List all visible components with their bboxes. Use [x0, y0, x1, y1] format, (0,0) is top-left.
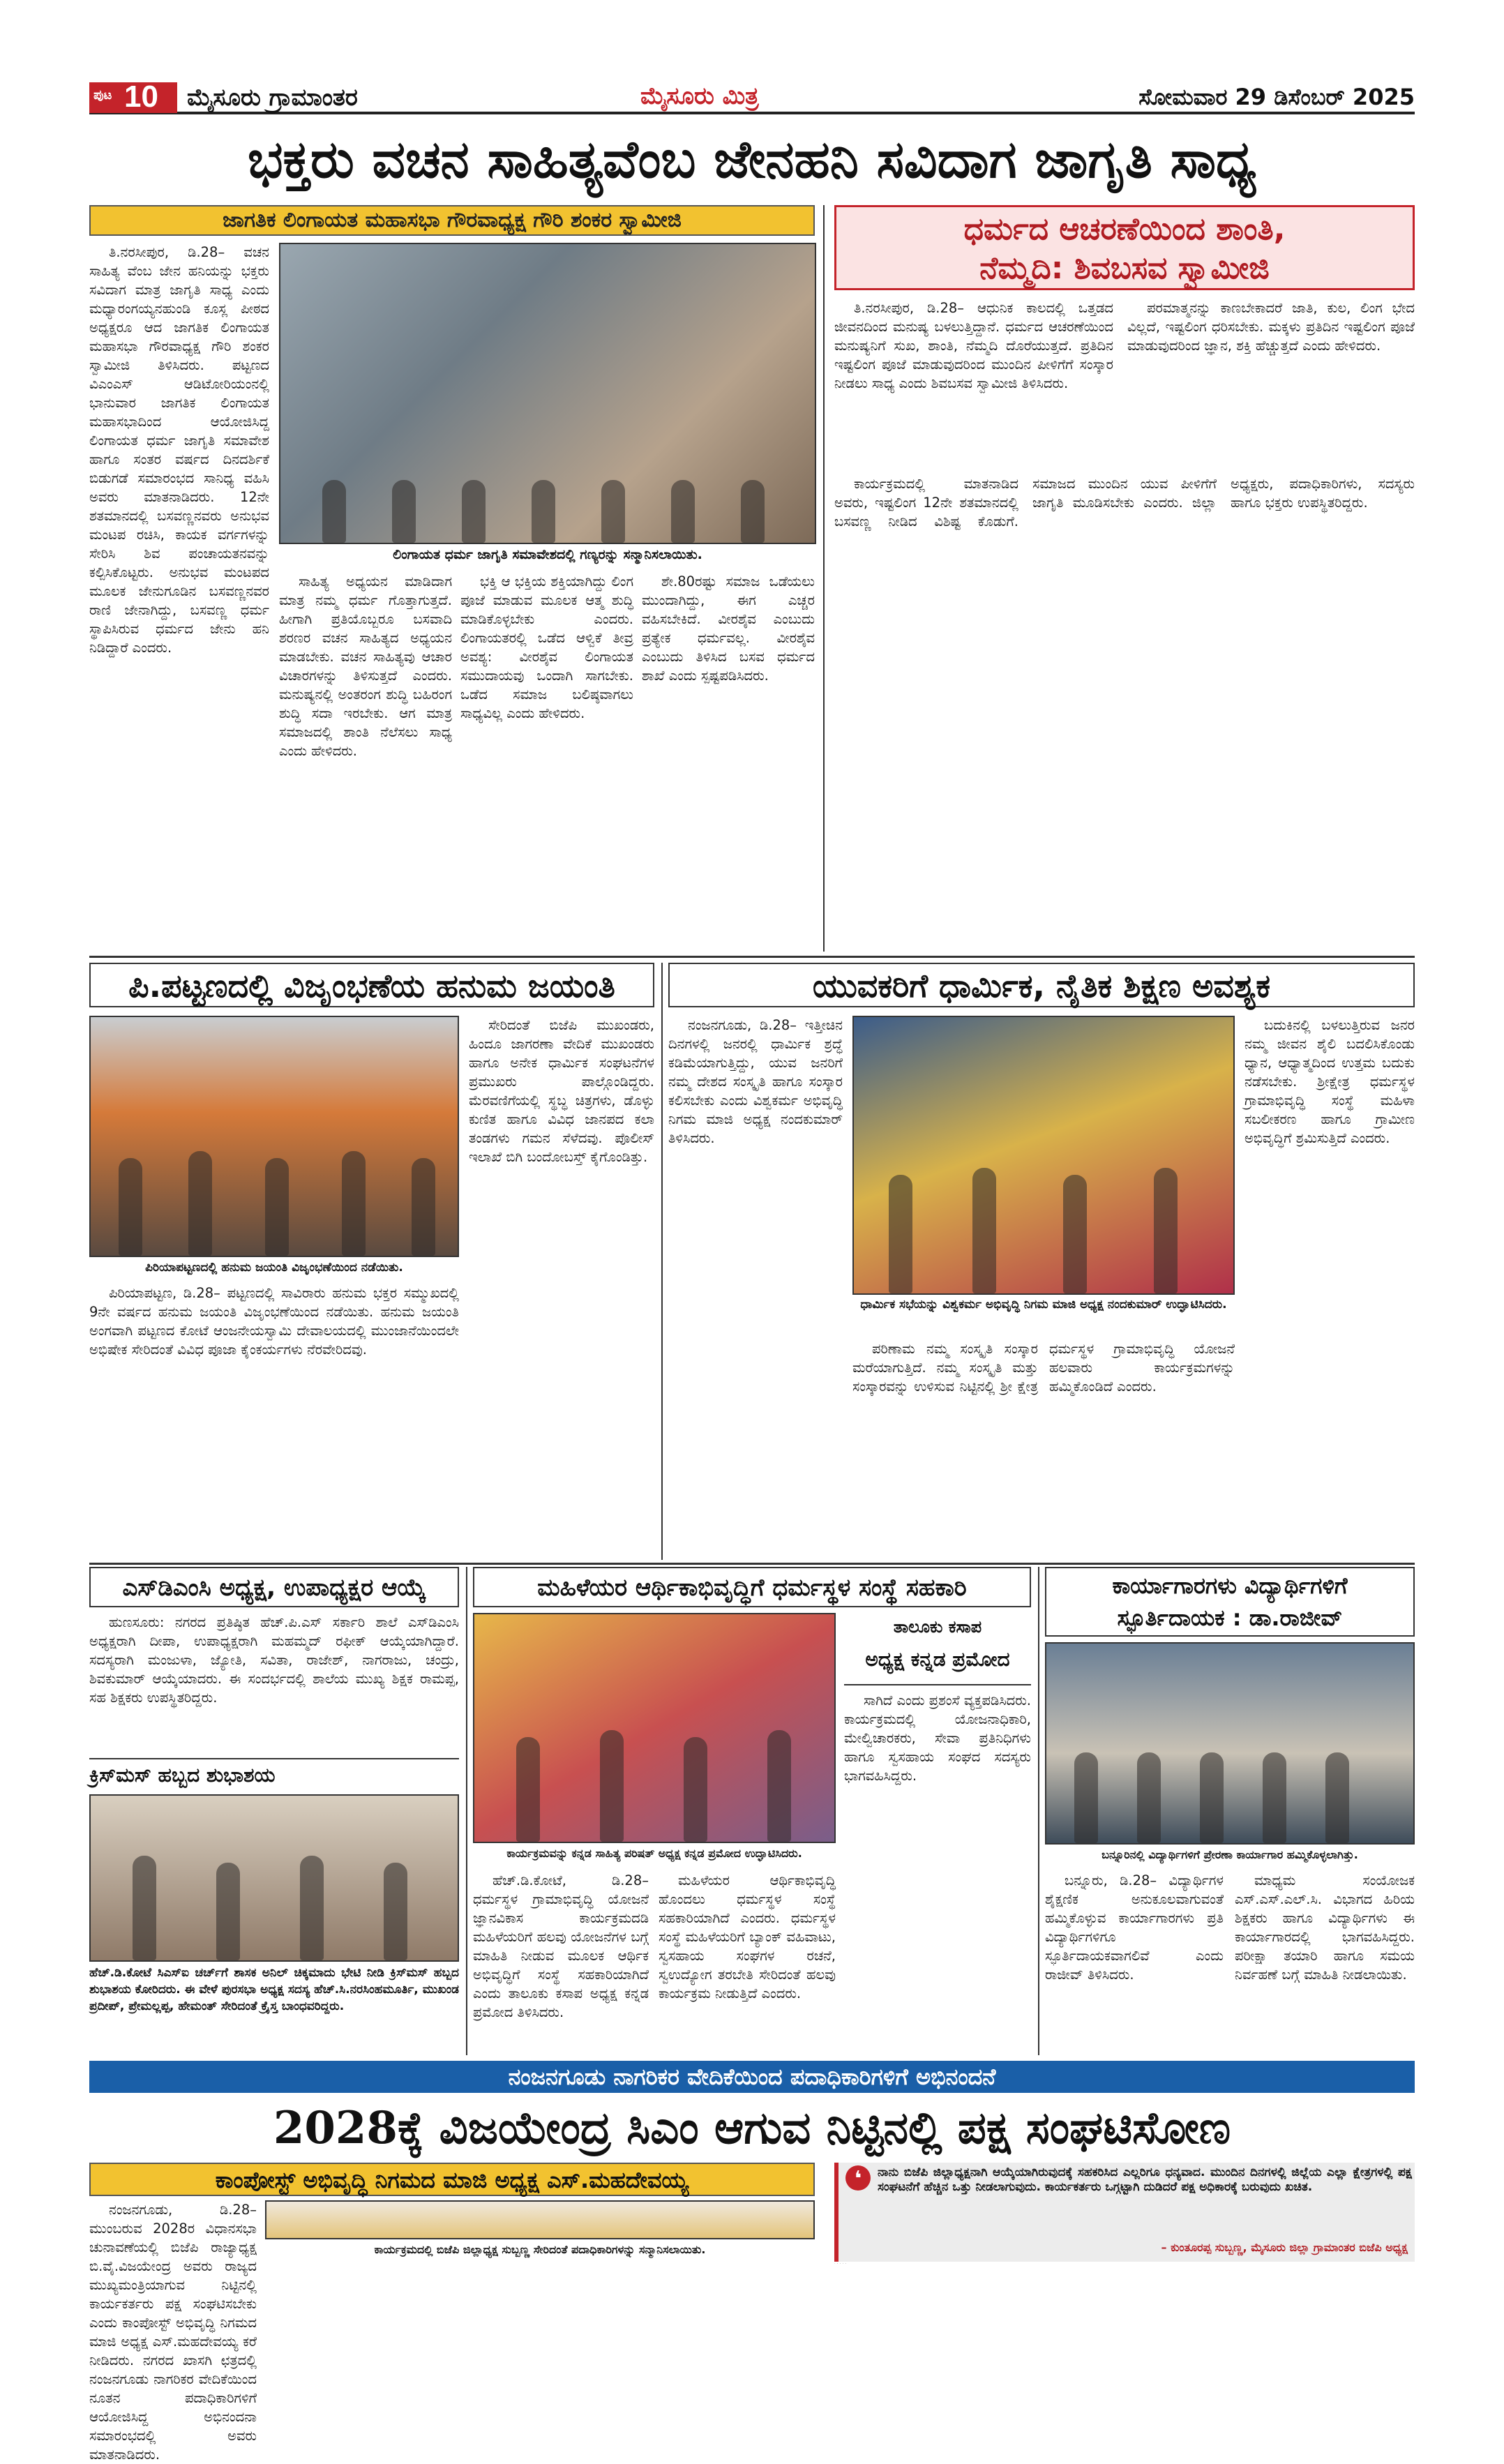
photo-person	[1200, 1752, 1224, 1843]
photo-person	[412, 1158, 435, 1256]
story4-photo-caption: ಧಾರ್ಮಿಕ ಸಭೆಯನ್ನು ವಿಶ್ವಕರ್ಮ ಅಭಿವೃದ್ಧಿ ನಿಗಮ ಮಾಜಿ ಅಧ್ಯಕ್ಷ ನಂದಕುಮಾರ್ ಉದ್ಘಾಟಿಸಿದರು.	[852, 1296, 1235, 1335]
story9-photo	[265, 2200, 815, 2239]
story7-photo	[473, 1613, 836, 1843]
photo-person	[1325, 1752, 1349, 1843]
story4-headline: ಯುವಕರಿಗೆ ಧಾರ್ಮಿಕ, ನೈತಿಕ ಶಿಕ್ಷಣ ಅವಶ್ಯಕ	[812, 967, 1271, 1005]
story3-headline: ಪಿ.ಪಟ್ಟಣದಲ್ಲಿ ವಿಜೃಂಭಣೆಯ ಹನುಮ ಜಯಂತಿ	[128, 967, 615, 1005]
story9-col2-text	[834, 2263, 835, 2264]
story9-column-1	[89, 2200, 257, 2463]
story4-col2-text: ಪರಿಣಾಮ ನಮ್ಮ ಸಂಸ್ಕೃತಿ ಸಂಸ್ಕಾರ ಮರೆಯಾಗುತ್ತಿದೆ. ನಮ್ಮ ಸಂಸ್ಕೃತಿ ಮತ್ತು ಸಂಸ್ಕಾರವನ್ನು ಉಳಿಸುವ ನಿಟ್ಟಿನಲ್ಲಿ ಶ್ರೀ ಕ್ಷೇತ್ರ ಧರ್ಮಸ್ಥಳ ಗ್ರಾಮಾಭಿವೃದ್ಧಿ ಯೋಜನೆ ಹಲವಾರು ಕಾರ್ಯಕ್ರಮಗಳನ್ನು ಹಮ್ಮಿಕೊಂಡಿದೆ ಎಂದರು.	[852, 1341, 1235, 1395]
story7-col1-text: ಹೆಚ್.ಡಿ.ಕೋಟೆ, ಡಿ.28– ಧರ್ಮಸ್ಥಳ ಗ್ರಾಮಾಭಿವೃದ್ಧಿ ಯೋಜನೆ ಜ್ಞಾನವಿಕಾಸ ಕಾರ್ಯಕ್ರಮದಡಿ ಮಹಿಳೆಯರಿಗೆ ಹಲವು ಯೋಜನೆಗಳ ಬಗ್ಗೆ ಮಾಹಿತಿ ನೀಡುವ ಮೂಲಕ ಆರ್ಥಿಕ ಅಭಿವೃದ್ಧಿಗೆ ಸಂಸ್ಥೆ ಸಹಕಾರಿಯಾಗಿದೆ ಎಂದು ತಾಲೂಕು ಕಸಾಪ ಅಧ್ಯಕ್ಷ ಕನ್ನಡ ಪ್ರಮೋದ ತಿಳಿಸಿದರು.	[473, 1872, 649, 2020]
story2-column-1	[834, 299, 1113, 469]
column-rule	[1038, 1567, 1039, 2055]
story3-column-1	[89, 1284, 459, 1560]
story8-col2-text: ಮಾಧ್ಯಮ ಸಂಯೋಜಕ ಎಸ್.ಎಸ್.ಎಲ್.ಸಿ. ವಿಭಾಗದ ಹಿರಿಯ ಶಿಕ್ಷಕರು ಹಾಗೂ ವಿದ್ಯಾರ್ಥಿಗಳು ಈ ಕಾರ್ಯಾಗಾರದಲ್ಲಿ ಭಾಗವಹಿಸಿದ್ದರು. ಪರೀಕ್ಷಾ ತಯಾರಿ ಹಾಗೂ ಸಮಯ ನಿರ್ವಹಣೆ ಬಗ್ಗೆ ಮಾಹಿತಿ ನೀಡಲಾಯಿತು.	[1235, 1872, 1415, 1983]
photo-person	[1154, 1168, 1178, 1293]
story3-photo-caption: ಪಿರಿಯಾಪಟ್ಟಣದಲ್ಲಿ ಹನುಮ ಜಯಂತಿ ವಿಜೃಂಭಣೆಯಿಂದ ನಡೆಯಿತು.	[89, 1259, 459, 1279]
photo-person	[1074, 1752, 1098, 1843]
photo-person	[300, 1856, 324, 1960]
story1-col2-text: ಸಾಹಿತ್ಯ ಅಧ್ಯಯನ ಮಾಡಿದಾಗ ಮಾತ್ರ ನಮ್ಮ ಧರ್ಮ ಗೊತ್ತಾಗುತ್ತದೆ. ಹೀಗಾಗಿ ಪ್ರತಿಯೊಬ್ಬರೂ ಬಸವಾದಿ ಶರಣರ ವಚನ ಸಾಹಿತ್ಯದ ಅಧ್ಯಯನ ಮಾಡಬೇಕು. ವಚನ ಸಾಹಿತ್ಯವು ಆಚಾರ ವಿಚಾರಗಳನ್ನು ತಿಳಿಸುತ್ತದೆ ಎಂದರು. ಮನುಷ್ಯನಲ್ಲಿ ಅಂತರಂಗ ಶುದ್ಧಿ ಬಹಿರಂಗ ಶುದ್ಧಿ ಸದಾ ಇರಬೇಕು. ಆಗ ಮಾತ್ರ ಸಮಾಜದಲ್ಲಿ ಶಾಂತಿ ನೆಲೆಸಲು ಸಾಧ್ಯ ಎಂದು ಹೇಳಿದರು.	[279, 573, 452, 759]
story1-column-3	[460, 572, 633, 952]
photo-person	[516, 1737, 540, 1842]
story3-column-2	[469, 1016, 654, 1560]
story8-photo-caption: ಬನ್ನೂರಿನಲ್ಲಿ ವಿದ್ಯಾರ್ಥಿಗಳಿಗೆ ಪ್ರೇರಣಾ ಕಾರ್ಯಾಗಾರ ಹಮ್ಮಿಕೊಳ್ಳಲಾಗಿತ್ತು.	[1045, 1846, 1415, 1867]
page-header	[89, 82, 1415, 114]
story8-col1-text: ಬನ್ನೂರು, ಡಿ.28– ವಿದ್ಯಾರ್ಥಿಗಳ ಶೈಕ್ಷಣಿಕ ಅನುಕೂಲವಾಗುವಂತೆ ಹಮ್ಮಿಕೊಳ್ಳುವ ಕಾರ್ಯಾಗಾರಗಳು ಪ್ರತಿ ವಿದ್ಯಾರ್ಥಿಗಳಿಗೂ ಸ್ಫೂರ್ತಿದಾಯಕವಾಗಲಿವೆ ಎಂದು ರಾಜೀವ್ ತಿಳಿಸಿದರು.	[1045, 1872, 1224, 1983]
story2-col1-text: ತಿ.ನರಸೀಪುರ, ಡಿ.28– ಆಧುನಿಕ ಕಾಲದಲ್ಲಿ ಒತ್ತಡದ ಜೀವನದಿಂದ ಮನುಷ್ಯ ಬಳಲುತ್ತಿದ್ದಾನೆ. ಧರ್ಮದ ಆಚರಣೆಯಿಂದ ಮನುಷ್ಯನಿಗೆ ಸುಖ, ಶಾಂತಿ, ನೆಮ್ಮದಿ ದೊರೆಯುತ್ತದೆ. ಪ್ರತಿದಿನ ಇಷ್ಟಲಿಂಗ ಪೂಜೆ ಮಾಡುವುದರಿಂದ ಮುಂದಿನ ಪೀಳಿಗೆಗೆ ಸಂಸ್ಕಾರ ನೀಡಲು ಸಾಧ್ಯ ಎಂದು ಶಿವಬಸವ ಸ್ವಾಮೀಜಿ ತಿಳಿಸಿದರು.	[834, 300, 1113, 391]
photo-person	[322, 480, 346, 543]
story3-col2-text: ಸೇರಿದಂತೆ ಬಿಜೆಪಿ ಮುಖಂಡರು, ಹಿಂದೂ ಜಾಗರಣಾ ವೇದಿಕೆ ಮುಖಂಡರು ಹಾಗೂ ಅನೇಕ ಧಾರ್ಮಿಕ ಸಂಘಟನೆಗಳ ಪ್ರಮುಖರು ಪಾಲ್ಗೊಂಡಿದ್ದರು. ಮೆರವಣಿಗೆಯಲ್ಲಿ ಸ್ಥಬ್ಧ ಚಿತ್ರಗಳು, ಡೊಳ್ಳು ಕುಣಿತ ಹಾಗೂ ವಿವಿಧ ಜಾನಪದ ಕಲಾ ತಂಡಗಳು ಗಮನ ಸೆಳೆದವು. ಪೊಲೀಸ್ ಇಲಾಖೆ ಬಿಗಿ ಬಂದೋಬಸ್ತ್ ಕೈಗೊಂಡಿತ್ತು.	[469, 1017, 654, 1165]
photo-person	[972, 1168, 996, 1293]
banner-text: ನಂಜನಗೂಡು ನಾಗರಿಕರ ವೇದಿಕೆಯಿಂದ ಪದಾಧಿಕಾರಿಗಳಿಗೆ ಅಭಿನಂದನೆ	[508, 2064, 996, 2090]
story8-column-1	[1045, 1871, 1224, 2055]
story2-headline-line2: ನೆಮ್ಮದಿ: ಶಿವಬಸವ ಸ್ವಾಮೀಜಿ	[979, 250, 1270, 286]
story9-quote-attribution: – ಕುಂತೂರಪ್ಪ ಸುಬ್ಬಣ್ಣ, ಮೈಸೂರು ಜಿಲ್ಲಾ ಗ್ರಾಮಾಂತರ ಬಿಜೆಪಿ ಅಧ್ಯಕ್ಷ	[1161, 2241, 1408, 2254]
story4-column-1	[668, 1016, 843, 1560]
photo-person	[1137, 1752, 1161, 1843]
story1-col3-text: ಭಕ್ತಿ ಆ ಭಕ್ತಿಯ ಶಕ್ತಿಯಾಗಿದ್ದು ಲಿಂಗ ಪೂಜೆ ಮಾಡುವ ಮೂಲಕ ಆತ್ಮ ಶುದ್ಧಿ ಮಾಡಿಕೊಳ್ಳಬೇಕು ಎಂದರು. ಲಿಂಗಾಯತರಲ್ಲಿ ಒಡೆದ ಆಳ್ವಿಕೆ ತೀವ್ರ ಅವಶ್ಯ: ವೀರಶೈವ ಲಿಂಗಾಯತ ಸಮುದಾಯವು ಒಂದಾಗಿ ಸಾಗಬೇಕು. ಒಡೆದ ಸಮಾಜ ಬಲಿಷ್ಠವಾಗಲು ಸಾಧ್ಯವಿಲ್ಲ ಎಂದು ಹೇಳಿದರು.	[460, 573, 633, 721]
photo-person	[767, 1730, 791, 1842]
story8-photo	[1045, 1642, 1415, 1845]
sidebar-taluk-line2: ಅಧ್ಯಕ್ಷ ಕನ್ನಡ ಪ್ರಮೋದ	[865, 1648, 1010, 1671]
story5-headline: ಎಸ್‌ಡಿಎಂಸಿ ಅಧ್ಯಕ್ಷ, ಉಪಾಧ್ಯಕ್ಷರ ಆಯ್ಕೆ	[122, 1574, 426, 1602]
story9-column-4	[840, 2263, 841, 2264]
photo-person	[392, 480, 416, 543]
photo-person	[741, 480, 765, 543]
photo-person	[601, 480, 625, 543]
banner	[89, 2061, 1415, 2093]
story1-col4-text: ಶೇ.80ರಷ್ಟು ಸಮಾಜ ಒಡೆಯಲು ಮುಂದಾಗಿದ್ದು, ಈಗ ಎಚ್ಚರ ವಹಿಸಬೇಕಿದೆ. ವೀರಶೈವ ಎಂಬುದು ಪ್ರತ್ಯೇಕ ಧರ್ಮವಲ್ಲ. ವೀರಶೈವ ಎಂಬುದು ತಿಳಿಸಿದ ಬಸವ ಧರ್ಮದ ಶಾಖೆ ಎಂದು ಸ್ಪಷ್ಟಪಡಿಸಿದರು.	[642, 573, 815, 684]
story1-headline: ಭಕ್ತರು ವಚನ ಸಾಹಿತ್ಯವೆಂಬ ಜೇನಹನಿ ಸವಿದಾಗ ಜಾಗೃತಿ ಸಾಧ್ಯ	[247, 130, 1257, 190]
story3-headline-box	[89, 963, 654, 1007]
section-title: ಮೈಸೂರು ಗ್ರಾಮಾಂತರ	[187, 84, 358, 112]
photo-person	[671, 480, 695, 543]
page-number-box	[89, 82, 177, 113]
story8-headline-line2: ಸ್ಫೂರ್ತಿದಾಯಕ : ಡಾ.ರಾಜೀವ್	[1117, 1605, 1343, 1631]
photo-person	[1263, 1752, 1286, 1843]
story9-headline: 2028ಕ್ಕೆ ವಿಜಯೇಂದ್ರ ಸಿಎಂ ಆಗುವ ನಿಟ್ಟಿನಲ್ಲಿ ಪಕ್ಷ ಸಂಘಟಿಸೋಣ	[273, 2102, 1231, 2154]
story5-headline-box	[89, 1567, 459, 1607]
column-rule	[661, 963, 663, 1560]
story7-headline-box	[473, 1567, 1031, 1607]
story1-column-4	[642, 572, 815, 952]
photo-person	[384, 1863, 407, 1960]
section-rule	[89, 956, 1415, 958]
story6-headline: ಕ್ರಿಸ್‌ಮಸ್ ಹಬ್ಬದ ಶುಭಾಶಯ	[89, 1764, 276, 1787]
photo-person	[216, 1863, 240, 1960]
story7-photo-caption: ಕಾರ್ಯಕ್ರಮವನ್ನು ಕನ್ನಡ ಸಾಹಿತ್ಯ ಪರಿಷತ್ ಅಧ್ಯಕ್ಷ ಕನ್ನಡ ಪ್ರಮೋದ ಉದ್ಘಾಟಿಸಿದರು.	[473, 1845, 836, 1865]
story4-photo	[852, 1016, 1235, 1295]
story6-photo	[89, 1794, 459, 1962]
story3-photo	[89, 1016, 459, 1257]
photo-person	[889, 1175, 912, 1293]
story4-column-3	[1244, 1016, 1415, 1560]
story2-col2-text: ಪರಮಾತ್ಮನನ್ನು ಕಾಣಬೇಕಾದರೆ ಜಾತಿ, ಕುಲ, ಲಿಂಗ ಭೇದ ವಿಲ್ಲದೆ, ಇಷ್ಟಲಿಂಗ ಧರಿಸಬೇಕು. ಮಕ್ಕಳು ಪ್ರತಿದಿನ ಇಷ್ಟಲಿಂಗ ಪೂಜೆ ಮಾಡುವುದರಿಂದ ಜ್ಞಾನ, ಶಕ್ತಿ ಹೆಚ್ಚುತ್ತದೆ ಎಂದು ಹೇಳಿದರು.	[1127, 300, 1415, 354]
story1-photo-caption: ಲಿಂಗಾಯತ ಧರ್ಮ ಜಾಗೃತಿ ಸಮಾವೇಶದಲ್ಲಿ ಗಣ್ಯರನ್ನು ಸನ್ಮಾನಿಸಲಾಯಿತು.	[279, 546, 816, 568]
obituary-headline	[845, 2263, 846, 2264]
issue-date: ಸೋಮವಾರ 29 ಡಿಸೆಂಬರ್ 2025	[1138, 84, 1415, 110]
photo-person	[133, 1856, 156, 1960]
story1-col1-text: ತಿ.ನರಸೀಪುರ, ಡಿ.28– ವಚನ ಸಾಹಿತ್ಯ ವೆಂಬ ಜೇನ ಹನಿಯನ್ನು ಭಕ್ತರು ಸವಿದಾಗ ಮಾತ್ರ ಜಾಗೃತಿ ಸಾಧ್ಯ ಎಂದು ಮಧ್ಯಾರಂಗಯ್ಯನಹುಂಡಿ ಕೂಸ್ಲ ಪೀಠದ ಅಧ್ಯಕ್ಷರೂ ಆದ ಜಾಗತಿಕ ಲಿಂಗಾಯತ ಮಹಾಸಭಾ ಗೌರವಾಧ್ಯಕ್ಷ ಗೌರಿ ಶಂಕರ ಸ್ವಾಮೀಜಿ ತಿಳಿಸಿದರು. ಪಟ್ಟಣದ ವಿಎಂಎಸ್ ಆಡಿಟೋರಿಯಂನಲ್ಲಿ ಭಾನುವಾರ ಜಾಗತಿಕ ಲಿಂಗಾಯತ ಮಹಾಸಭಾದಿಂದ ಆಯೋಜಿಸಿದ್ದ ಲಿಂಗಾಯತ ಧರ್ಮ ಜಾಗೃತಿ ಸಮಾವೇಶ ಹಾಗೂ ಸಂತರ ವರ್ಷದ ದಿನದರ್ಶಿಕೆ ಬಿಡುಗಡೆ ಸಮಾರಂಭದ ಸಾನಿಧ್ಯ ವಹಿಸಿ ಅವರು ಮಾತನಾಡಿದರು. 12ನೇ ಶತಮಾನದಲ್ಲಿ ಬಸವಣ್ಣನವರು ಅನುಭವ ಮಂಟಪ ರಚಿಸಿ, ಕಾಯಕ ವರ್ಗಗಳನ್ನು ಸೇರಿಸಿ ಶಿವ ಪಂಚಾಯತನವನ್ನು ಕಲ್ಪಿಸಿಕೊಟ್ಟರು. ಅನುಭವ ಮಂಟಪದ ಮೂಲಕ ಜೇನುಗೂಡಿನ ಬಸವಣ್ಣನವರ ರಾಣಿ ಜೇನಾಗಿದ್ದು, ಬಸವಣ್ಣ ಧರ್ಮ ಸ್ಥಾಪಿಸಿರುವ ಧರ್ಮದ ಜೇನು ಹನಿ ನಿಡಿದ್ದಾರೆ ಎಂದರು.	[89, 244, 269, 656]
story8-headline-line1: ಕಾರ್ಯಾಗಾರಗಳು ವಿದ್ಯಾರ್ಥಿಗಳಿಗೆ	[1112, 1572, 1348, 1599]
column-rule	[823, 205, 825, 952]
photo-person	[265, 1158, 289, 1256]
story2-headline-line1: ಧರ್ಮದ ಆಚರಣೆಯಿಂದ ಶಾಂತಿ,	[963, 211, 1286, 247]
photo-person	[684, 1737, 707, 1842]
story9-column-2	[834, 2263, 835, 2264]
story2-column-3	[834, 474, 1415, 952]
story6-headline-box	[89, 1758, 459, 1790]
photo-person	[119, 1158, 142, 1256]
story7-col2-text: ಮಹಿಳೆಯರ ಆರ್ಥಿಕಾಭಿವೃದ್ಧಿ ಹೊಂದಲು ಧರ್ಮಸ್ಥಳ ಸಂಸ್ಥೆ ಸಹಕಾರಿಯಾಗಿದೆ ಎಂದರು. ಧರ್ಮಸ್ಥಳ ಸಂಸ್ಥೆ ಮಹಿಳೆಯರಿಗೆ ಬ್ಯಾಂಕ್ ವಹಿವಾಟು, ಸ್ವಸಹಾಯ ಸಂಘಗಳ ರಚನೆ, ಸ್ವಉದ್ಯೋಗ ತರಬೇತಿ ಸೇರಿದಂತೆ ಹಲವು ಕಾರ್ಯಕ್ರಮ ನೀಡುತ್ತಿದೆ ಎಂದರು.	[659, 1872, 836, 2001]
story1-column-2	[279, 572, 452, 952]
story9-column-3	[837, 2263, 838, 2264]
story5-body	[89, 1613, 459, 1752]
story1-kicker	[89, 205, 815, 236]
story7-headline: ಮಹಿಳೆಯರ ಆರ್ಥಿಕಾಭಿವೃದ್ಧಿಗೆ ಧರ್ಮಸ್ಥಳ ಸಂಸ್ಥೆ ಸಹಕಾರಿ	[537, 1574, 967, 1602]
story4-column-2	[852, 1339, 1235, 1560]
story9-col3-text	[837, 2263, 838, 2264]
story4-col1-text: ನಂಜನಗೂಡು, ಡಿ.28– ಇತ್ತೀಚಿನ ದಿನಗಳಲ್ಲಿ ಜನರಲ್ಲಿ ಧಾರ್ಮಿಕ ಶ್ರದ್ಧೆ ಕಡಿಮೆಯಾಗುತ್ತಿದ್ದು, ಯುವ ಜನರಿಗೆ ನಮ್ಮ ದೇಶದ ಸಂಸ್ಕೃತಿ ಹಾಗೂ ಸಂಸ್ಕಾರ ಕಲಿಸಬೇಕು ಎಂದು ವಿಶ್ವಕರ್ಮ ಅಭಿವೃದ್ಧಿ ನಿಗಮ ಮಾಜಿ ಅಧ್ಯಕ್ಷ ನಂದಕುಮಾರ್ ತಿಳಿಸಿದರು.	[668, 1017, 843, 1146]
story5-body-text: ಹುಣಸೂರು: ನಗರದ ಪ್ರತಿಷ್ಠಿತ ಹೆಚ್.ಪಿ.ಎಸ್ ಸರ್ಕಾರಿ ಶಾಲೆ ಎಸ್‌ಡಿಎಂಸಿ ಅಧ್ಯಕ್ಷರಾಗಿ ದೀಪಾ, ಉಪಾಧ್ಯಕ್ಷರಾಗಿ ಮಹಮ್ಮದ್ ರಫೀಕ್ ಆಯ್ಕೆಯಾಗಿದ್ದಾರೆ. ಸದಸ್ಯರಾಗಿ ಮಂಜುಳಾ, ಜ್ಯೋತಿ, ಸವಿತಾ, ರಾಜೇಶ್, ನಾಗರಾಜು, ಚಂದ್ರು, ಶಿವಕುಮಾರ್ ಆಯ್ಕೆಯಾದರು. ಈ ಸಂದರ್ಭದಲ್ಲಿ ಶಾಲೆಯ ಮುಖ್ಯ ಶಿಕ್ಷಕ ರಾಮಪ್ಪ, ಸಹ ಶಿಕ್ಷಕರು ಉಪಸ್ಥಿತರಿದ್ದರು.	[89, 1614, 459, 1706]
quote-icon: ❛	[845, 2165, 871, 2191]
masthead: ಮೈಸೂರು ಮಿತ್ರ	[640, 82, 759, 110]
page-label: ಪುಟ	[93, 88, 112, 103]
story7-column-1	[473, 1871, 649, 2055]
obituary	[845, 2263, 846, 2264]
section-rule	[89, 1563, 1415, 1565]
story1-kicker-text: ಜಾಗತಿಕ ಲಿಂಗಾಯತ ಮಹಾಸಭಾ ಗೌರವಾಧ್ಯಕ್ಷ ಗೌರಿ ಶಂಕರ ಸ್ವಾಮೀಜಿ	[223, 208, 682, 232]
story2-headline-box	[834, 205, 1415, 290]
story8-column-2	[1235, 1871, 1415, 2055]
sidebar-taluk-box	[844, 1613, 1031, 1685]
story9-col1-text: ನಂಜನಗೂಡು, ಡಿ.28– ಮುಂಬರುವ 2028ರ ವಿಧಾನಸಭಾ ಚುನಾವಣೆಯಲ್ಲಿ ಬಿಜೆಪಿ ರಾಜ್ಯಾಧ್ಯಕ್ಷ ಬಿ.ವೈ.ವಿಜಯೇಂದ್ರ ಅವರು ರಾಜ್ಯದ ಮುಖ್ಯಮಂತ್ರಿಯಾಗುವ ನಿಟ್ಟಿನಲ್ಲಿ ಕಾರ್ಯಕರ್ತರು ಪಕ್ಷ ಸಂಘಟಿಸಬೇಕು ಎಂದು ಕಾಂಪೋಸ್ಟ್ ಅಭಿವೃದ್ಧಿ ನಿಗಮದ ಮಾಜಿ ಅಧ್ಯಕ್ಷ ಎಸ್.ಮಹದೇವಯ್ಯ ಕರೆ ನೀಡಿದರು. ನಗರದ ಖಾಸಗಿ ಛತ್ರದಲ್ಲಿ ನಂಜನಗೂಡು ನಾಗರಿಕರ ವೇದಿಕೆಯಿಂದ ನೂತನ ಪದಾಧಿಕಾರಿಗಳಿಗೆ ಆಯೋಜಿಸಿದ್ದ ಅಭಿನಂದನಾ ಸಮಾರಂಭದಲ್ಲಿ ಅವರು ಮಾತನಾಡಿದರು.	[89, 2202, 257, 2463]
story6-photo-caption: ಹೆಚ್.ಡಿ.ಕೋಟೆ ಸಿಎಸ್ಐ ಚರ್ಚ್‌ಗೆ ಶಾಸಕ ಅನಿಲ್ ಚಿಕ್ಕಮಾದು ಭೇಟಿ ನೀಡಿ ಕ್ರಿಸ್‌ಮಸ್ ಹಬ್ಬದ ಶುಭಾಶಯ ಕೋರಿದರು. ಈ ವೇಳೆ ಪುರಸಭಾ ಅಧ್ಯಕ್ಷ ಸದಸ್ಯ ಹೆಚ್.ಸಿ.ನರಸಿಂಹಮೂರ್ತಿ, ಮುಖಂಡ ಪ್ರದೀಪ್, ಪ್ರೇಮಲ್ಲಪ್ಪ, ಹೇಮಂತ್ ಸೇರಿದಂತೆ ಕ್ರೈಸ್ತ ಬಾಂಧವರಿದ್ದರು.	[89, 1965, 459, 2055]
story7-col3-text: ಸಾಗಿದೆ ಎಂದು ಪ್ರಶಂಸೆ ವ್ಯಕ್ತಪಡಿಸಿದರು. ಕಾರ್ಯಕ್ರಮದಲ್ಲಿ ಯೋಜನಾಧಿಕಾರಿ, ಮೇಲ್ವಿಚಾರಕರು, ಸೇವಾ ಪ್ರತಿನಿಧಿಗಳು ಹಾಗೂ ಸ್ವಸಹಾಯ ಸಂಘದ ಸದಸ್ಯರು ಭಾಗವಹಿಸಿದ್ದರು.	[844, 1692, 1031, 1784]
story2-col3-text: ಕಾರ್ಯಕ್ರಮದಲ್ಲಿ ಮಾತನಾಡಿದ ಅವರು, ಇಷ್ಟಲಿಂಗ 12ನೇ ಶತಮಾನದಲ್ಲಿ ಬಸವಣ್ಣ ನೀಡಿದ ವಿಶಿಷ್ಟ ಕೊಡುಗೆ. ಸಮಾಜದ ಮುಂದಿನ ಯುವ ಪೀಳಿಗೆಗೆ ಜಾಗೃತಿ ಮೂಡಿಸಬೇಕು ಎಂದರು. ಜಿಲ್ಲಾ ಅಧ್ಯಕ್ಷರು, ಪದಾಧಿಕಾರಿಗಳು, ಸದಸ್ಯರು ಹಾಗೂ ಭಕ್ತರು ಉಪಸ್ಥಿತರಿದ್ದರು.	[834, 476, 1415, 529]
story9-kicker	[89, 2163, 815, 2196]
story9-quote: ನಾನು ಬಿಜೆಪಿ ಜಿಲ್ಲಾಧ್ಯಕ್ಷನಾಗಿ ಆಯ್ಕೆಯಾಗಿರುವುದಕ್ಕೆ ಸಹಕರಿಸಿದ ಎಲ್ಲರಿಗೂ ಧನ್ಯವಾದ. ಮುಂದಿನ ದಿನಗಳಲ್ಲಿ ಜಿಲ್ಲೆಯ ಎಲ್ಲಾ ಕ್ಷೇತ್ರಗಳಲ್ಲಿ ಪಕ್ಷ ಸಂಘಟನೆಗೆ ಹೆಚ್ಚಿನ ಒತ್ತು ನೀಡಲಾಗುವುದು. ಕಾರ್ಯಕರ್ತರು ಒಗ್ಗಟ್ಟಾಗಿ ದುಡಿದರೆ ಪಕ್ಷ ಅಧಿಕಾರಕ್ಕೆ ಬರುವುದು ಖಚಿತ.	[878, 2165, 1412, 2194]
story9-kicker-text: ಕಾಂಪೋಸ್ಟ್ ಅಭಿವೃದ್ಧಿ ನಿಗಮದ ಮಾಜಿ ಅಧ್ಯಕ್ಷ ಎಸ್.ಮಹದೇವಯ್ಯ	[215, 2167, 689, 2193]
sidebar-taluk-line1: ತಾಲೂಕು ಕಸಾಪ	[893, 1617, 982, 1637]
story9-quote-box	[834, 2163, 1415, 2262]
story3-col1-text: ಪಿರಿಯಾಪಟ್ಟಣ, ಡಿ.28– ಪಟ್ಟಣದಲ್ಲಿ ಸಾವಿರಾರು ಹನುಮ ಭಕ್ತರ ಸಮ್ಮುಖದಲ್ಲಿ 9ನೇ ವರ್ಷದ ಹನುಮ ಜಯಂತಿ ವಿಜೃಂಭಣೆಯಿಂದ ನಡೆಯಿತು. ಹನುಮ ಜಯಂತಿ ಅಂಗವಾಗಿ ಪಟ್ಟಣದ ಕೋಟೆ ಆಂಜನೇಯಸ್ವಾಮಿ ದೇವಾಲಯದಲ್ಲಿ ಮುಂಜಾನೆಯಿಂದಲೇ ಅಭಿಷೇಕ ಸೇರಿದಂತೆ ವಿವಿಧ ಪೂಜಾ ಕೈಂಕರ್ಯಗಳು ನೆರವೇರಿದವು.	[89, 1285, 459, 1358]
story9-photo-caption: ಕಾರ್ಯಕ್ರಮದಲ್ಲಿ ಬಿಜೆಪಿ ಜಿಲ್ಲಾಧ್ಯಕ್ಷ ಸುಬ್ಬಣ್ಣ ಸೇರಿದಂತೆ ಪದಾಧಿಕಾರಿಗಳನ್ನು ಸನ್ಮಾನಿಸಲಾಯಿತು.	[265, 2241, 815, 2260]
photo-person	[600, 1730, 624, 1842]
story4-col3-text: ಬದುಕಿನಲ್ಲಿ ಬಳಲುತ್ತಿರುವ ಜನರ ನಮ್ಮ ಜೀವನ ಶೈಲಿ ಬದಲಿಸಿಕೊಂಡು ಧ್ಯಾನ, ಆಧ್ಯಾತ್ಮದಿಂದ ಉತ್ತಮ ಬದುಕು ನಡೆಸಬೇಕು. ಶ್ರೀಕ್ಷೇತ್ರ ಧರ್ಮಸ್ಥಳ ಗ್ರಾಮಾಭಿವೃದ್ಧಿ ಸಂಸ್ಥೆ ಮಹಿಳಾ ಸಬಲೀಕರಣ ಹಾಗೂ ಗ್ರಾಮೀಣ ಅಭಿವೃದ್ಧಿಗೆ ಶ್ರಮಿಸುತ್ತಿದೆ ಎಂದರು.	[1244, 1017, 1415, 1146]
photo-person	[342, 1151, 366, 1256]
photo-person	[188, 1151, 212, 1256]
story7-column-2	[659, 1871, 836, 2055]
story1-photo	[279, 243, 816, 544]
photo-person	[532, 480, 555, 543]
page-number: 10	[124, 80, 158, 114]
story9-col4-text	[840, 2263, 841, 2264]
story1-column-1	[89, 243, 269, 952]
story7-column-3	[844, 1691, 1031, 2055]
photo-person	[462, 480, 486, 543]
story8-headline-box	[1045, 1567, 1415, 1637]
story2-column-2	[1127, 299, 1415, 469]
story4-headline-box	[668, 963, 1415, 1007]
photo-person	[1063, 1175, 1087, 1293]
column-rule	[466, 1567, 467, 2055]
